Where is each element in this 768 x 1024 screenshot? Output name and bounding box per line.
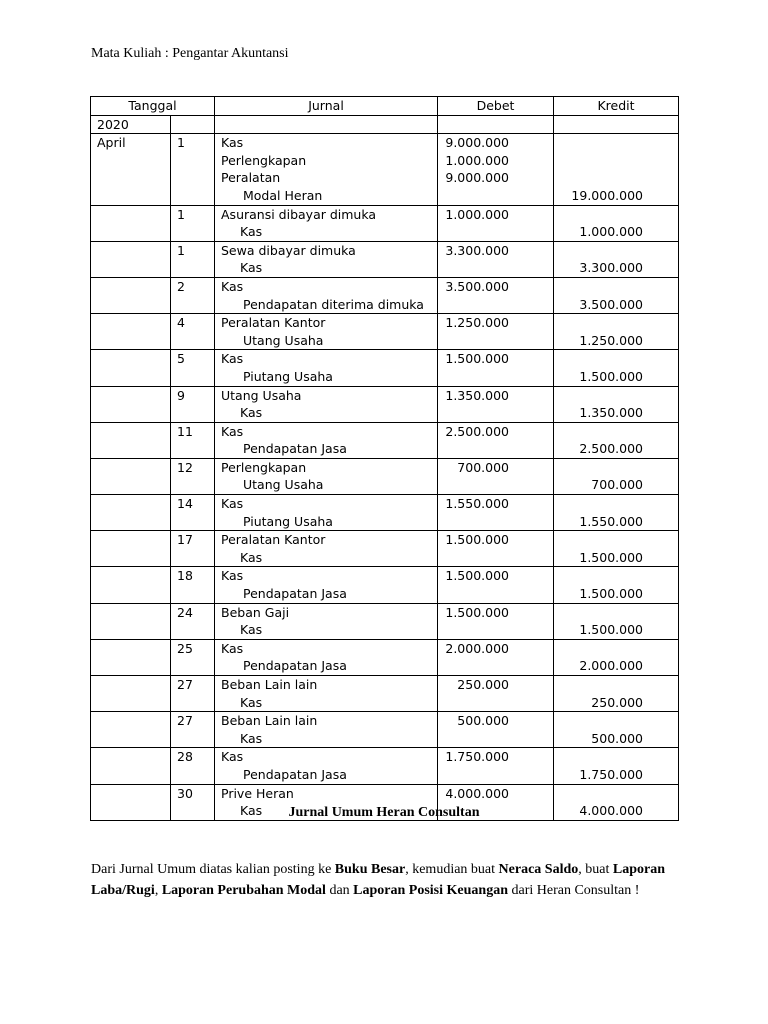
account-cell xyxy=(215,603,438,639)
account-cell xyxy=(215,748,438,784)
day-cell: 25 xyxy=(171,639,215,675)
day-cell: 9 xyxy=(171,386,215,422)
day-cell: 30 xyxy=(171,784,215,820)
debit-cell xyxy=(438,567,554,603)
table-header-row xyxy=(91,97,679,116)
credit-cell xyxy=(554,134,679,205)
debit-amount: 1.250.000 xyxy=(445,315,509,331)
debit-cell xyxy=(438,386,554,422)
credited-account: Kas xyxy=(240,622,263,638)
day-cell: 4 xyxy=(171,314,215,350)
credited-account: Pendapatan Jasa xyxy=(243,766,347,782)
account-cell xyxy=(215,386,438,422)
account-cell xyxy=(215,712,438,748)
credit-amount xyxy=(560,785,643,803)
account-cell xyxy=(215,134,438,205)
instruction-text: , xyxy=(154,883,162,898)
credited-account: Utang Usaha xyxy=(243,477,324,493)
credit-amount: 19.000.000 xyxy=(571,187,643,203)
debited-account: Kas xyxy=(221,749,244,765)
journal-entry-row xyxy=(91,603,679,639)
year-cell: 2020 xyxy=(91,115,171,134)
credit-cell xyxy=(554,386,679,422)
debited-account: Asuransi dibayar dimuka xyxy=(221,206,377,222)
debit-amount: 500.000 xyxy=(457,713,509,729)
journal-entry-row xyxy=(91,350,679,386)
credit-cell xyxy=(554,748,679,784)
day-cell: 11 xyxy=(171,422,215,458)
debited-account: Kas xyxy=(221,496,244,512)
debited-account: Kas xyxy=(221,351,244,367)
table-caption: Jurnal Umum Heran Consultan xyxy=(288,805,480,820)
day-cell: 17 xyxy=(171,531,215,567)
account-cell xyxy=(215,277,438,313)
header-tanggal: Tanggal xyxy=(91,97,215,116)
journal-entry-row xyxy=(91,567,679,603)
day-cell: 24 xyxy=(171,603,215,639)
credit-amount xyxy=(560,531,643,549)
credit-amount xyxy=(560,134,643,152)
credit-amount xyxy=(560,495,643,513)
debit-amount xyxy=(444,476,509,494)
debit-amount: 3.500.000 xyxy=(445,278,509,294)
journal-entry-row xyxy=(91,422,679,458)
day-cell: 14 xyxy=(171,495,215,531)
debit-amount xyxy=(444,368,509,386)
instruction-bold-term: Laporan Perubahan Modal xyxy=(161,883,326,898)
journal-entry-row xyxy=(91,241,679,277)
credited-account: Kas xyxy=(240,260,263,276)
credit-amount: 3.300.000 xyxy=(579,260,643,276)
credited-account: Pendapatan Jasa xyxy=(243,658,347,674)
journal-entry-row xyxy=(91,712,679,748)
debited-account: Beban Gaji xyxy=(221,604,290,620)
credited-account: Kas xyxy=(240,730,263,746)
debit-cell xyxy=(438,458,554,494)
debited-account: Peralatan xyxy=(221,170,281,186)
debit-amount xyxy=(444,730,509,748)
debit-amount: 250.000 xyxy=(457,677,509,692)
credit-cell xyxy=(554,639,679,675)
debit-amount xyxy=(444,259,509,277)
credit-amount: 1.350.000 xyxy=(579,405,643,421)
debited-account: Utang Usaha xyxy=(221,387,302,403)
credit-amount: 2.500.000 xyxy=(579,441,643,457)
credit-amount: 1.750.000 xyxy=(579,766,643,782)
credit-amount: 1.250.000 xyxy=(579,332,643,348)
day-cell: 18 xyxy=(171,567,215,603)
account-cell xyxy=(215,205,438,241)
credit-cell xyxy=(554,350,679,386)
account-cell xyxy=(215,241,438,277)
credit-amount: 250.000 xyxy=(591,694,643,710)
debit-amount: 4.000.000 xyxy=(445,785,509,801)
journal-entry-row xyxy=(91,277,679,313)
credit-amount: 1.550.000 xyxy=(579,513,643,529)
credit-amount xyxy=(560,567,643,585)
debit-cell xyxy=(438,603,554,639)
debit-cell xyxy=(438,205,554,241)
credit-amount xyxy=(560,169,643,187)
debit-amount xyxy=(444,694,509,712)
credit-cell xyxy=(554,603,679,639)
debit-cell xyxy=(438,350,554,386)
instruction-bold-term: Laporan Laba/Rugi xyxy=(91,862,665,898)
credited-account: Piutang Usaha xyxy=(243,513,333,529)
day-cell: 27 xyxy=(171,712,215,748)
day-cell: 2 xyxy=(171,277,215,313)
credit-amount xyxy=(560,748,643,766)
day-cell: 1 xyxy=(171,205,215,241)
debit-amount xyxy=(444,187,509,205)
instruction-text: , buat xyxy=(578,862,613,877)
credit-cell xyxy=(554,458,679,494)
general-journal-table xyxy=(90,96,679,821)
debit-amount xyxy=(444,585,509,603)
credit-amount xyxy=(560,676,643,694)
journal-entry-row xyxy=(91,314,679,350)
debit-amount xyxy=(444,621,509,639)
account-cell xyxy=(215,314,438,350)
credit-amount xyxy=(560,712,643,730)
debit-amount xyxy=(444,296,509,314)
debit-cell xyxy=(438,639,554,675)
debit-cell xyxy=(438,676,554,712)
credited-account: Utang Usaha xyxy=(243,332,324,348)
day-cell: 27 xyxy=(171,676,215,712)
debit-cell xyxy=(438,712,554,748)
debit-amount: 1.750.000 xyxy=(445,749,509,765)
credit-amount: 2.000.000 xyxy=(579,658,643,674)
journal-entry-row xyxy=(91,676,679,712)
year-row xyxy=(91,115,679,134)
debit-amount xyxy=(444,549,509,567)
credit-amount xyxy=(560,242,643,260)
credited-account: Pendapatan Jasa xyxy=(243,586,347,602)
debit-cell xyxy=(438,314,554,350)
debit-amount: 3.300.000 xyxy=(445,242,509,258)
debit-cell xyxy=(438,495,554,531)
credit-cell xyxy=(554,277,679,313)
credit-amount: 1.500.000 xyxy=(579,586,643,602)
journal-entry-row xyxy=(91,134,679,205)
debited-account: Kas xyxy=(221,640,244,656)
account-cell xyxy=(215,531,438,567)
credit-cell xyxy=(554,422,679,458)
account-cell xyxy=(215,422,438,458)
credit-amount: 1.000.000 xyxy=(579,224,643,240)
account-cell xyxy=(215,350,438,386)
credit-amount xyxy=(560,278,643,296)
debit-amount xyxy=(444,223,509,241)
credited-account: Kas xyxy=(240,803,263,819)
debited-account: Beban Lain lain xyxy=(221,713,318,729)
account-cell xyxy=(215,639,438,675)
day-cell: 5 xyxy=(171,350,215,386)
credit-amount: 1.500.000 xyxy=(579,368,643,384)
debit-amount: 700.000 xyxy=(457,459,509,475)
debit-cell xyxy=(438,748,554,784)
credit-amount xyxy=(560,640,643,658)
credit-amount xyxy=(560,459,643,477)
header-kredit: Kredit xyxy=(554,97,679,116)
debit-cell xyxy=(438,241,554,277)
journal-entry-row xyxy=(91,495,679,531)
credit-amount: 700.000 xyxy=(591,477,643,493)
credit-amount xyxy=(560,423,643,441)
credit-cell xyxy=(554,676,679,712)
day-cell: 28 xyxy=(171,748,215,784)
debited-account: Kas xyxy=(221,423,244,439)
debited-account: Kas xyxy=(221,278,244,294)
journal-entry-row xyxy=(91,531,679,567)
debit-amount: 1.550.000 xyxy=(445,496,509,512)
credit-cell xyxy=(554,314,679,350)
journal-entry-row xyxy=(91,386,679,422)
credit-amount xyxy=(560,604,643,622)
debit-amount xyxy=(444,332,509,350)
journal-entry-row xyxy=(91,458,679,494)
debit-amount: 9.000.000 xyxy=(445,170,509,186)
credit-cell xyxy=(554,567,679,603)
month-cell: April xyxy=(91,134,171,205)
credit-amount xyxy=(560,314,643,332)
day-cell: 1 xyxy=(171,241,215,277)
credit-amount xyxy=(560,350,643,368)
debit-amount xyxy=(444,766,509,784)
debit-amount: 1.350.000 xyxy=(445,387,509,403)
credited-account: Kas xyxy=(240,224,263,240)
account-cell xyxy=(215,567,438,603)
credited-account: Kas xyxy=(240,549,263,565)
debited-account: Beban Lain lain xyxy=(221,677,318,692)
instruction-text: , kemudian buat xyxy=(405,862,499,877)
debited-account: Kas xyxy=(221,568,244,584)
debit-amount xyxy=(444,513,509,531)
credited-account: Pendapatan diterima dimuka xyxy=(243,296,424,312)
instruction-text: dan xyxy=(325,883,354,898)
credited-account: Modal Heran xyxy=(243,187,323,203)
header-debet: Debet xyxy=(438,97,554,116)
account-cell xyxy=(215,495,438,531)
debited-account: Perlengkapan xyxy=(221,152,307,168)
debit-amount: 1.500.000 xyxy=(445,568,509,584)
header-jurnal: Jurnal xyxy=(215,97,438,116)
credit-cell xyxy=(554,495,679,531)
credit-amount: 4.000.000 xyxy=(579,803,643,819)
debit-amount: 1.500.000 xyxy=(445,604,509,620)
credit-amount: 1.500.000 xyxy=(579,622,643,638)
debit-amount: 1.500.000 xyxy=(445,532,509,548)
debit-amount: 1.000.000 xyxy=(445,152,509,168)
debit-amount: 2.000.000 xyxy=(445,640,509,656)
instruction-text: Dari Jurnal Umum diatas kalian posting ke xyxy=(91,862,335,877)
debit-amount xyxy=(444,657,509,675)
credit-amount: 1.500.000 xyxy=(579,549,643,565)
instruction-bold-term: Laporan Posisi Keuangan xyxy=(353,883,508,898)
credit-amount xyxy=(560,152,643,170)
debited-account: Peralatan Kantor xyxy=(221,315,326,331)
instruction-paragraph xyxy=(91,859,681,901)
debit-amount: 9.000.000 xyxy=(445,135,509,151)
debit-amount xyxy=(444,440,509,458)
debit-amount: 1.500.000 xyxy=(445,351,509,367)
day-cell: 1 xyxy=(171,134,215,205)
credited-account: Kas xyxy=(240,405,263,421)
debit-cell xyxy=(438,531,554,567)
account-cell xyxy=(215,676,438,712)
debited-account: Kas xyxy=(221,135,244,151)
day-cell: 12 xyxy=(171,458,215,494)
credit-cell xyxy=(554,712,679,748)
journal-entry-row xyxy=(91,748,679,784)
credit-cell xyxy=(554,241,679,277)
credited-account: Piutang Usaha xyxy=(243,368,333,384)
debit-cell xyxy=(438,277,554,313)
account-cell xyxy=(215,458,438,494)
debited-account: Prive Heran xyxy=(221,785,294,801)
debit-amount: 2.500.000 xyxy=(445,423,509,439)
credit-amount: 500.000 xyxy=(591,730,643,746)
credit-amount xyxy=(560,206,643,224)
debited-account: Peralatan Kantor xyxy=(221,532,326,548)
instruction-bold-term: Buku Besar xyxy=(334,862,406,877)
debit-cell xyxy=(438,422,554,458)
credit-cell xyxy=(554,205,679,241)
course-line: Mata Kuliah : Pengantar Akuntansi xyxy=(91,46,289,61)
credit-cell xyxy=(554,531,679,567)
credited-account: Kas xyxy=(240,694,263,710)
instruction-bold-term: Neraca Saldo xyxy=(498,862,579,877)
instruction-text: dari Heran Consultan ! xyxy=(508,883,640,898)
credit-amount: 3.500.000 xyxy=(579,296,643,312)
journal-entry-row xyxy=(91,205,679,241)
debit-amount: 1.000.000 xyxy=(445,206,509,222)
credit-amount xyxy=(560,387,643,405)
journal-entry-row xyxy=(91,639,679,675)
debited-account: Perlengkapan xyxy=(221,459,307,475)
credited-account: Pendapatan Jasa xyxy=(243,441,347,457)
debited-account: Sewa dibayar dimuka xyxy=(221,242,356,258)
debit-amount xyxy=(444,404,509,422)
debit-cell xyxy=(438,134,554,205)
